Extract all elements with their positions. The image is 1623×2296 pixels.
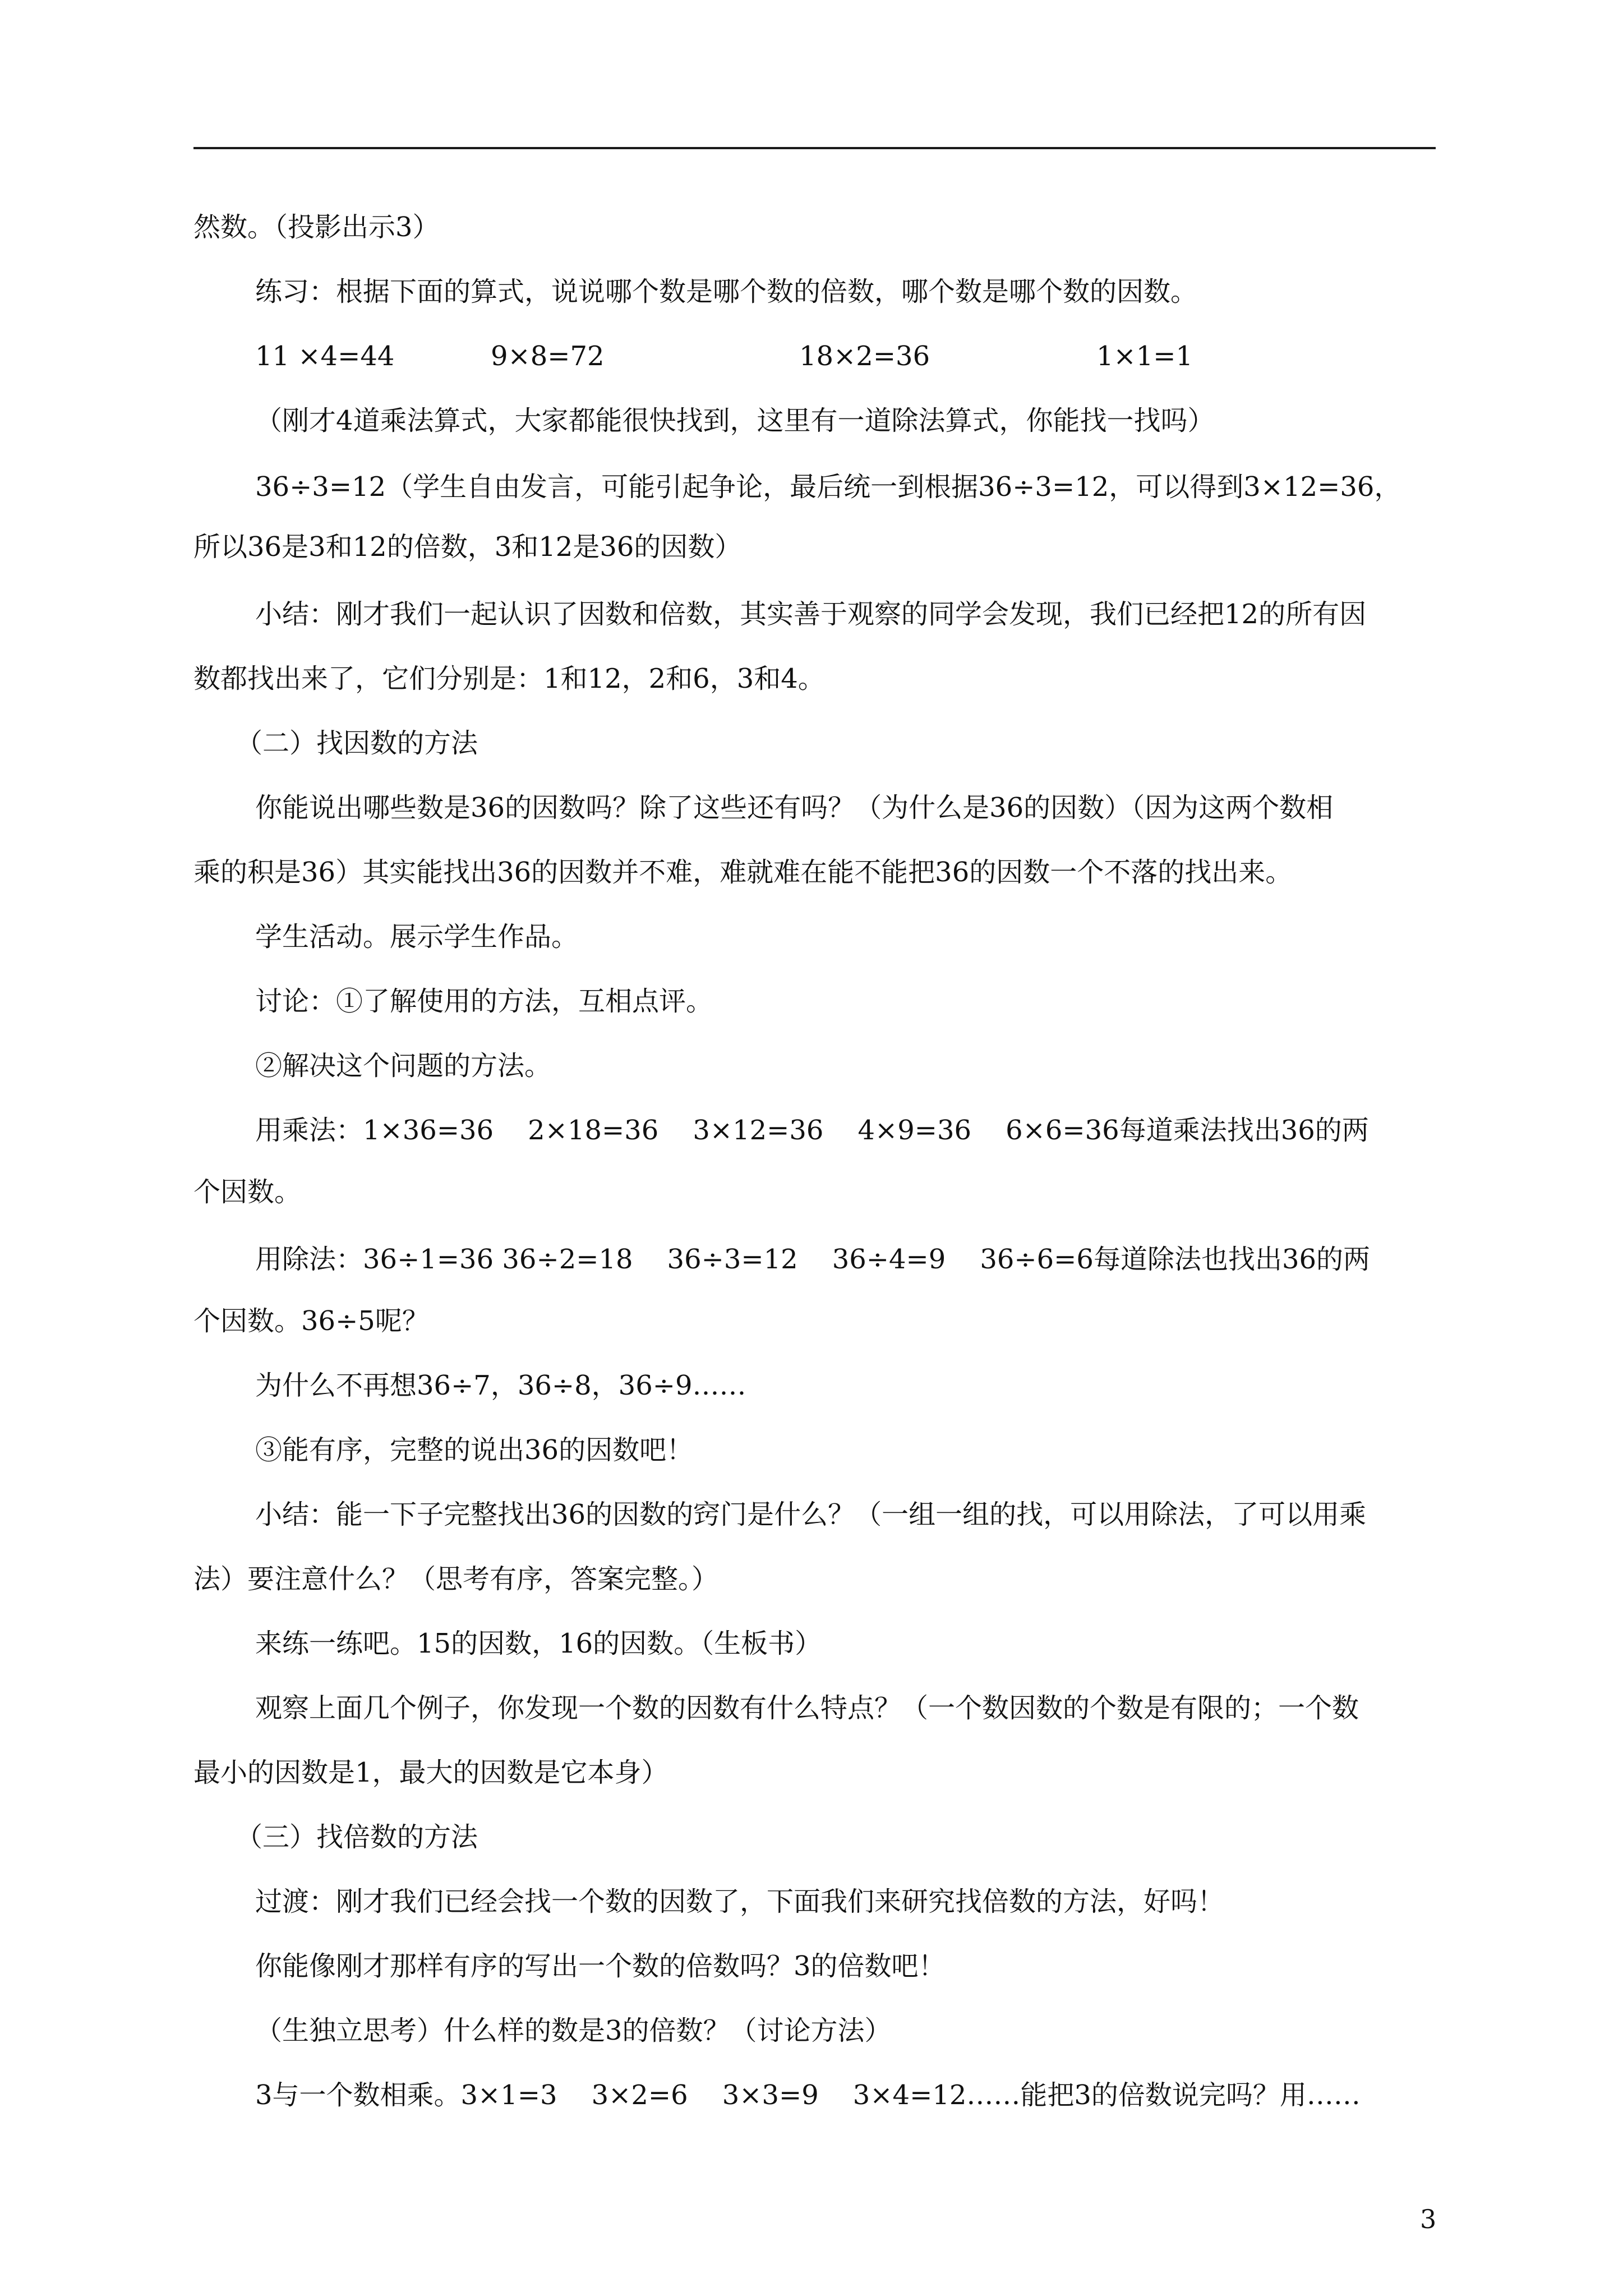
equation: 11 ×4=44 xyxy=(255,341,395,372)
section-heading: （二）找因数的方法 xyxy=(236,728,478,759)
text-line: 乘的积是36）其实能找出36的因数并不难，难就难在能不能把36的因数一个不落的找出来。 xyxy=(193,857,1293,888)
page-number: 3 xyxy=(1420,2204,1437,2234)
text-line: 最小的因数是1，最大的因数是它本身） xyxy=(193,1757,668,1788)
text-line: 小结：能一下子完整找出36的因数的窍门是什么？（一组一组的找，可以用除法，了可以用乘 xyxy=(255,1499,1367,1530)
equation: 1×1=1 xyxy=(1096,341,1193,372)
text-line: 用除法：36÷1=36 36÷2=18 36÷3=12 36÷4=9 36÷6=6每道除法也找出36的两 xyxy=(255,1244,1371,1275)
text-line: （生独立思考）什么样的数是3的倍数？（讨论方法） xyxy=(255,2015,892,2046)
text-line: 来练一练吧。15的因数，16的因数。（生板书） xyxy=(255,1628,822,1659)
text-line: 3与一个数相乘。3×1=3 3×2=6 3×3=9 3×4=12……能把3的倍数说完吗？用…… xyxy=(255,2079,1361,2111)
text-line: 过渡：刚才我们已经会找一个数的因数了，下面我们来研究找倍数的方法，好吗！ xyxy=(255,1886,1225,1917)
equation: 9×8=72 xyxy=(491,341,605,372)
text-line: 法）要注意什么？（思考有序，答案完整。） xyxy=(193,1563,719,1595)
text-line: 讨论：①了解使用的方法，互相点评。 xyxy=(255,986,713,1017)
text-line: （刚才4道乘法算式，大家都能很快找到，这里有一道除法算式，你能找一找吗） xyxy=(255,405,1215,436)
section-heading: （三）找倍数的方法 xyxy=(236,1821,478,1853)
text-line: 你能像刚才那样有序的写出一个数的倍数吗？3的倍数吧！ xyxy=(255,1950,946,1982)
text-line: 数都找出来了，它们分别是：1和12，2和6，3和4。 xyxy=(193,663,825,694)
text-line: 观察上面几个例子，你发现一个数的因数有什么特点？（一个数因数的个数是有限的；一个数 xyxy=(255,1692,1359,1724)
equation: 18×2=36 xyxy=(799,341,930,372)
text-line: ③能有序，完整的说出36的因数吧！ xyxy=(255,1434,694,1466)
text-line: 然数。（投影出示3） xyxy=(193,211,440,243)
text-line: 用乘法：1×36=36 2×18=36 3×12=36 4×9=36 6×6=36每道乘法找出36的两 xyxy=(255,1115,1369,1146)
text-line: 为什么不再想36÷7，36÷8，36÷9…… xyxy=(255,1370,746,1401)
text-line: 36÷3=12（学生自由发言，可能引起争论，最后统一到根据36÷3=12，可以得到3×12=36， xyxy=(255,471,1401,503)
text-line: 个因数。 xyxy=(193,1176,302,1208)
text-line: 你能说出哪些数是36的因数吗？除了这些还有吗？（为什么是36的因数）（因为这两个数相 xyxy=(255,792,1334,823)
text-line: 所以36是3和12的倍数，3和12是36的因数） xyxy=(193,531,742,563)
text-line: ②解决这个问题的方法。 xyxy=(255,1050,552,1082)
text-line: 学生活动。展示学生作品。 xyxy=(255,921,579,953)
header-rule xyxy=(193,147,1436,149)
text-line: 小结：刚才我们一起认识了因数和倍数，其实善于观察的同学会发现，我们已经把12的所有因 xyxy=(255,599,1367,630)
text-line: 个因数。36÷5呢？ xyxy=(193,1305,429,1337)
text-line: 练习：根据下面的算式，说说哪个数是哪个数的倍数，哪个数是哪个数的因数。 xyxy=(255,276,1198,307)
